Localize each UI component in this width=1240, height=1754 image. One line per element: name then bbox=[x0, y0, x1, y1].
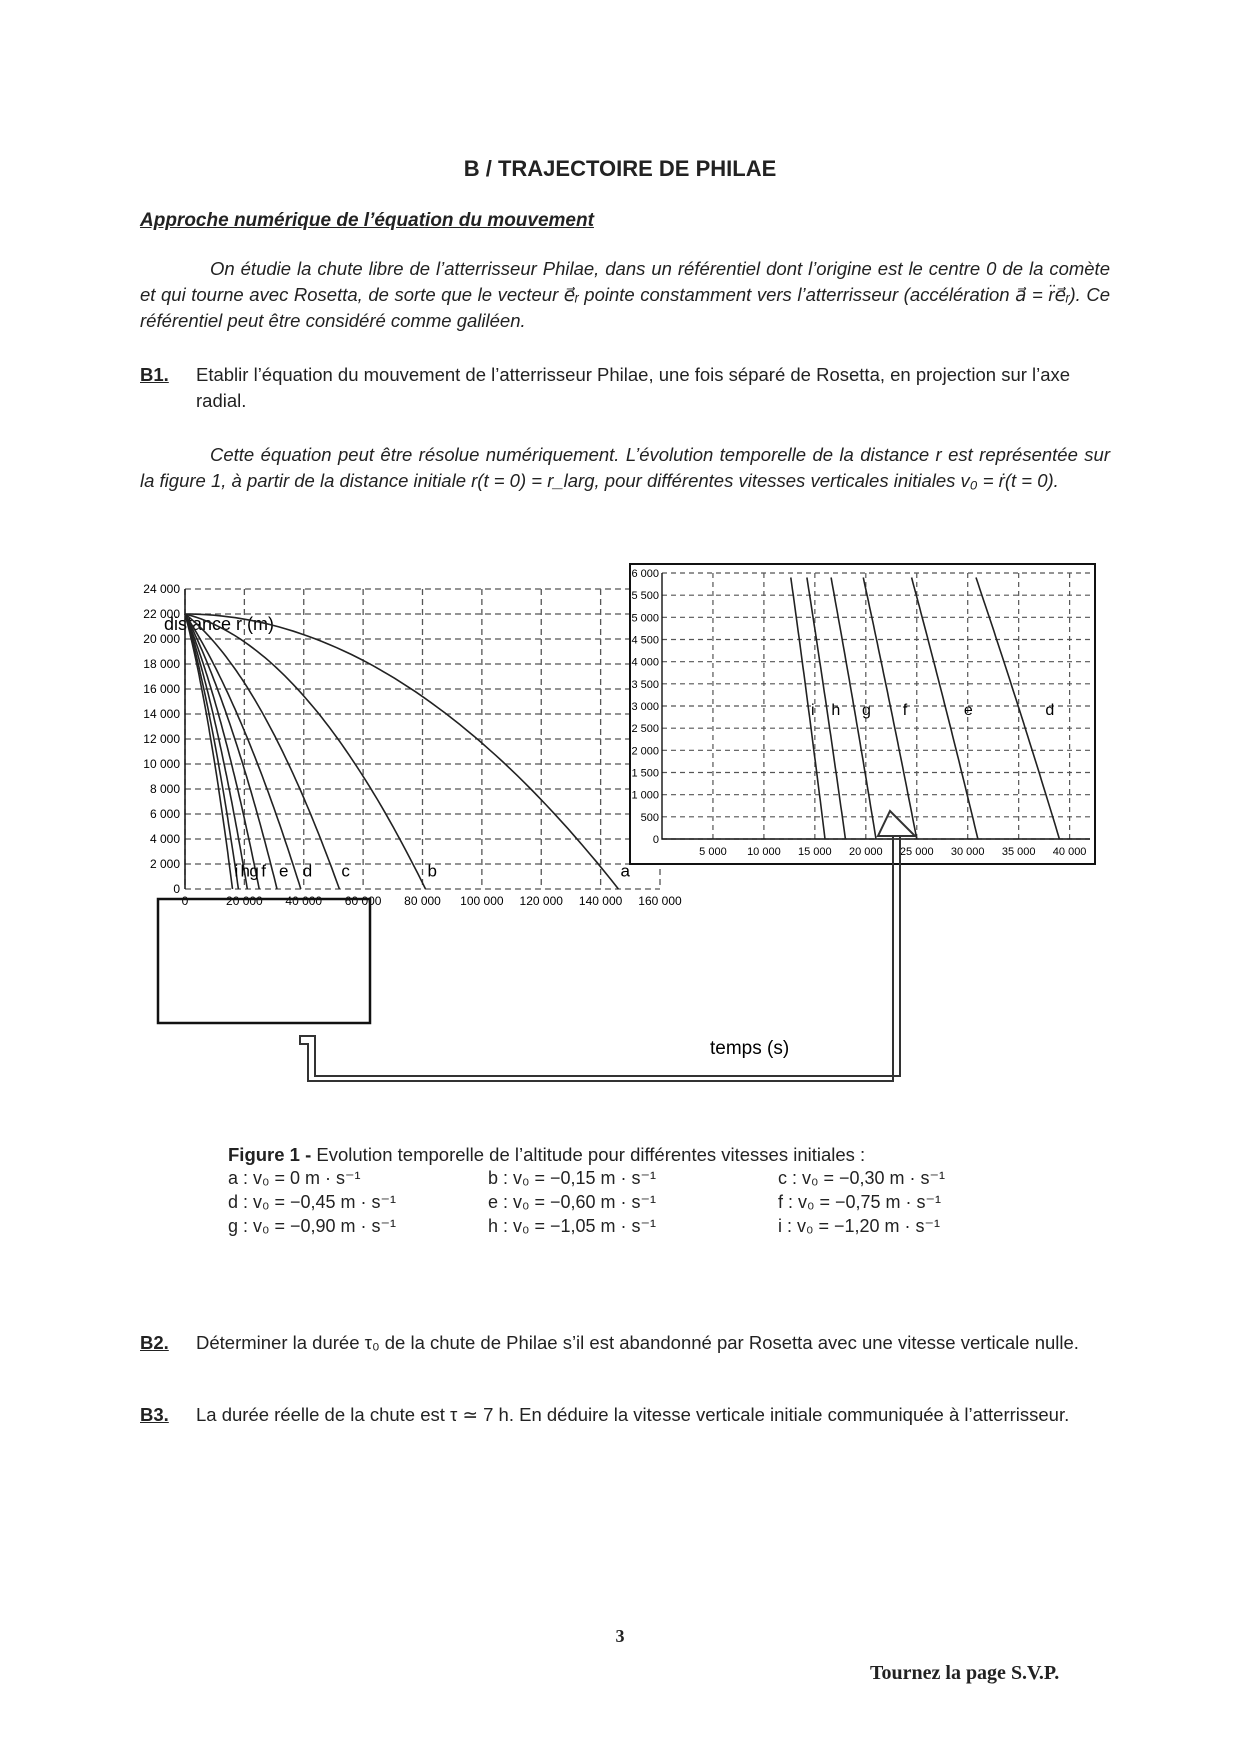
inset-y-tick-label: 2 500 bbox=[631, 723, 659, 736]
main-y-tick-label: 24 000 bbox=[143, 582, 180, 596]
inset-label-f: f bbox=[902, 701, 908, 719]
inset-y-tick-label: 1 500 bbox=[631, 767, 659, 780]
main-y-tick-label: 18 000 bbox=[143, 657, 180, 671]
section-subtitle: Approche numérique de l’équation du mouvement bbox=[140, 210, 594, 231]
main-grid bbox=[185, 589, 660, 889]
main-curves bbox=[185, 614, 618, 889]
inset-y-tick-label: 4 000 bbox=[631, 656, 659, 669]
main-y-tick-label: 10 000 bbox=[143, 757, 180, 771]
figure-caption-text: Evolution temporelle de l’altitude pour différentes vitesses initiales : bbox=[316, 1144, 866, 1165]
question-b2-label: B2. bbox=[140, 1332, 169, 1353]
question-b3-label: B3. bbox=[140, 1404, 169, 1425]
question-b1-text: Etablir l’équation du mouvement de l’atterrisseur Philae, une fois séparé de Rosetta, en projection sur l’axe radial. bbox=[196, 364, 1071, 411]
inset-y-tick-label: 0 bbox=[652, 834, 659, 846]
intro-paragraph bbox=[140, 256, 1110, 334]
velocity-a: a : v₀ = 0 m · s⁻¹ bbox=[228, 1168, 361, 1188]
main-x-tick-label: 160 000 bbox=[638, 894, 682, 908]
inset-x-tick-label: 10 000 bbox=[747, 846, 781, 858]
main-y-tick-label: 22 000 bbox=[143, 607, 180, 621]
main-y-tick-label: 0 bbox=[173, 882, 180, 896]
label-f: f bbox=[261, 861, 266, 881]
figure-caption bbox=[228, 1144, 865, 1166]
inset-x-tick-label: 30 000 bbox=[950, 846, 985, 858]
velocity-d: d : v₀ = −0,45 m · s⁻¹ bbox=[228, 1192, 397, 1212]
main-x-tick-label: 20 000 bbox=[226, 894, 263, 908]
velocity-h: h : v₀ = −1,05 m · s⁻¹ bbox=[488, 1216, 657, 1236]
main-series-labels bbox=[235, 862, 631, 881]
x-axis-label: temps (s) bbox=[710, 1038, 790, 1059]
main-x-tick-label: 0 bbox=[181, 894, 189, 908]
main-y-tick-label: 2 000 bbox=[149, 857, 180, 871]
label-g: g bbox=[249, 861, 259, 881]
main-x-tick-label: 120 000 bbox=[519, 894, 563, 908]
figure-1-chart bbox=[140, 556, 1100, 1116]
label-d: d bbox=[302, 861, 313, 881]
zoom-highlight-box bbox=[158, 899, 370, 1023]
label-h: h bbox=[240, 861, 250, 881]
inset-label-h: h bbox=[831, 701, 841, 719]
label-e: e bbox=[279, 861, 289, 881]
inset-y-tick-label: 2 000 bbox=[631, 745, 659, 758]
main-x-tick-label: 100 000 bbox=[460, 894, 504, 908]
label-a: a bbox=[620, 861, 630, 881]
label-i: i bbox=[234, 861, 239, 881]
question-b1-label: B1. bbox=[140, 364, 169, 385]
inset-x-tick-label: 40 000 bbox=[1052, 846, 1087, 858]
question-b2-text: Déterminer la durée τ₀ de la chute de Philae s’il est abandonné par Rosetta avec une vitesse verticale nulle. bbox=[196, 1332, 1079, 1353]
label-c: c bbox=[341, 861, 350, 881]
inset-label-e: e bbox=[963, 701, 973, 719]
section-title: B / TRAJECTOIRE DE PHILAE bbox=[463, 156, 777, 181]
resolution-paragraph bbox=[140, 442, 1110, 494]
inset-y-tick-label: 3 500 bbox=[631, 678, 659, 691]
inset-y-tick-label: 4 500 bbox=[631, 634, 659, 647]
inset-chart bbox=[630, 564, 1095, 864]
inset-y-tick-label: 1 000 bbox=[631, 789, 659, 802]
intro-text: On étudie la chute libre de l’atterrisseur Philae, dans un référentiel dont l’origine est le centre 0 de la comète et qui tourne avec Rosetta, de sorte que le vecteur e⃗ᵣ pointe constamment vers l’atterrisseur (accélération a⃗ = r̈e⃗ᵣ). Ce référentiel peut être considéré comme galiléen. bbox=[140, 258, 1110, 331]
velocity-b: b : v₀ = −0,15 m · s⁻¹ bbox=[488, 1168, 657, 1188]
main-y-tick-label: 8 000 bbox=[149, 782, 180, 796]
main-y-tick-label: 14 000 bbox=[143, 707, 180, 721]
inset-y-tick-label: 5 500 bbox=[631, 590, 659, 603]
velocity-e: e : v₀ = −0,60 m · s⁻¹ bbox=[488, 1192, 657, 1212]
main-y-tick-label: 12 000 bbox=[143, 732, 180, 746]
page-number: 3 bbox=[615, 1626, 625, 1646]
main-x-tick-label: 140 000 bbox=[578, 894, 623, 908]
inset-y-tick-label: 5 000 bbox=[631, 612, 659, 625]
curve-h bbox=[185, 614, 238, 889]
inset-y-tick-label: 6 000 bbox=[631, 568, 659, 580]
figure-caption-label: Figure 1 - bbox=[228, 1144, 312, 1165]
inset-label-i: i bbox=[811, 701, 815, 719]
inset-x-tick-label: 35 000 bbox=[1001, 846, 1036, 858]
main-y-tick-label: 20 000 bbox=[143, 632, 180, 646]
velocity-f: f : v₀ = −0,75 m · s⁻¹ bbox=[778, 1192, 942, 1212]
velocity-i: i : v₀ = −1,20 m · s⁻¹ bbox=[778, 1216, 941, 1236]
inset-label-d: d bbox=[1045, 701, 1055, 719]
inset-label-g: g bbox=[862, 701, 871, 719]
velocity-c: c : v₀ = −0,30 m · s⁻¹ bbox=[778, 1168, 946, 1188]
y-axis-label: distance r (m) bbox=[164, 614, 275, 634]
main-x-tick-label: 40 000 bbox=[285, 894, 323, 908]
main-y-tick-label: 16 000 bbox=[143, 682, 180, 696]
inset-x-tick-label: 15 000 bbox=[798, 846, 832, 858]
inset-x-tick-label: 20 000 bbox=[848, 846, 883, 858]
label-b: b bbox=[427, 861, 437, 881]
question-b3-text: La durée réelle de la chute est τ ≃ 7 h. En déduire la vitesse verticale initiale communiquée à l’atterrisseur. bbox=[196, 1404, 1070, 1425]
main-y-tick-label: 4 000 bbox=[149, 832, 180, 846]
inset-y-tick-label: 3 000 bbox=[631, 701, 659, 713]
main-x-tick-label: 80 000 bbox=[404, 894, 441, 908]
resolution-text: Cette équation peut être résolue numériquement. L’évolution temporelle de la distance r est représentée sur la figure 1, à partir de la distance initiale r(t = 0) = r_larg, pour différentes vitesses verticales initiales v₀ = ṙ(t = 0). bbox=[140, 444, 1110, 491]
main-y-tick-label: 6 000 bbox=[149, 807, 180, 821]
velocity-g: g : v₀ = −0,90 m · s⁻¹ bbox=[228, 1216, 397, 1236]
main-x-tick-label: 60 000 bbox=[344, 894, 382, 908]
inset-y-tick-label: 500 bbox=[640, 811, 659, 824]
inset-x-tick-label: 25 000 bbox=[899, 846, 934, 858]
inset-x-tick-label: 5 000 bbox=[699, 846, 727, 858]
page-footer: Tournez la page S.V.P. bbox=[870, 1662, 1060, 1684]
